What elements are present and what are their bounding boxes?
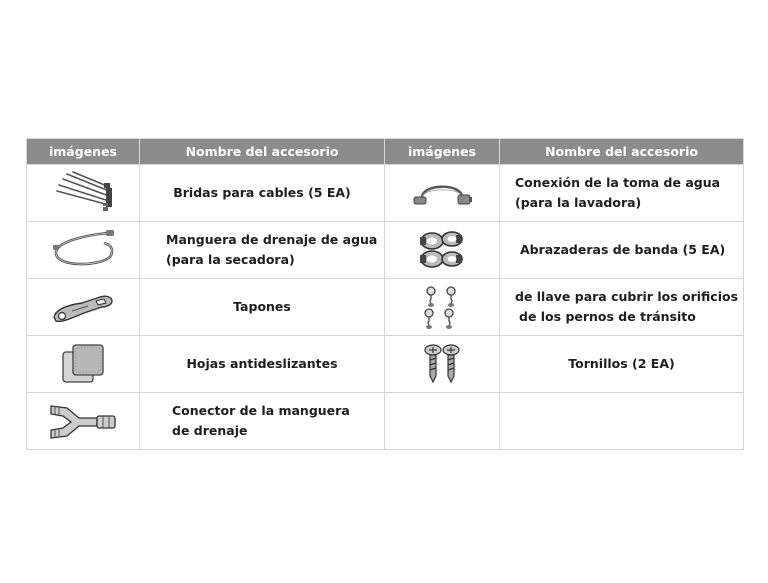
water-inlet-hose-icon bbox=[410, 173, 474, 213]
accessory-name-cell-empty bbox=[500, 393, 744, 450]
bolt-hole-caps-icon bbox=[417, 283, 467, 331]
accessory-name-line: (para la secadora) bbox=[166, 252, 295, 267]
image-cell bbox=[27, 393, 140, 450]
accessory-name-line: Manguera de drenaje de agua bbox=[166, 232, 378, 247]
drain-hose-connector-icon bbox=[45, 400, 121, 442]
accessory-name-line: Abrazaderas de banda (5 EA) bbox=[520, 242, 726, 257]
band-clamps-icon bbox=[410, 227, 474, 273]
table-row bbox=[27, 222, 744, 279]
accessory-name-line: Conector de la manguera bbox=[172, 403, 350, 418]
header-accessory-name-right: Nombre del accesorio bbox=[500, 139, 744, 165]
accessory-name-line: Bridas para cables (5 EA) bbox=[173, 185, 351, 200]
accessory-name-cell bbox=[140, 279, 385, 336]
image-cell bbox=[27, 279, 140, 336]
accessory-name-line: de drenaje bbox=[172, 423, 248, 438]
header-images-left: imágenes bbox=[27, 139, 140, 165]
accessory-name-line: Hojas antideslizantes bbox=[186, 356, 338, 371]
accessory-name-line: (para la lavadora) bbox=[515, 195, 642, 210]
table-header-row bbox=[27, 139, 744, 165]
accessory-name-cell bbox=[140, 336, 385, 393]
accessory-name-cell bbox=[140, 393, 385, 450]
header-accessory-name-left: Nombre del accesorio bbox=[140, 139, 385, 165]
image-cell bbox=[385, 222, 500, 279]
accessory-name-line: Tornillos (2 EA) bbox=[568, 356, 675, 371]
accessory-name-line: Tapones bbox=[233, 299, 291, 314]
image-cell bbox=[27, 336, 140, 393]
table-row bbox=[27, 165, 744, 222]
image-cell bbox=[385, 336, 500, 393]
accessory-name-line: Conexión de la toma de agua bbox=[515, 175, 721, 190]
table-row bbox=[27, 279, 744, 336]
cable-ties-icon bbox=[51, 171, 115, 215]
image-cell bbox=[27, 165, 140, 222]
image-cell bbox=[385, 279, 500, 336]
accessory-name-cell bbox=[140, 222, 385, 279]
table-row bbox=[27, 336, 744, 393]
accessory-name-cell bbox=[500, 222, 744, 279]
screws-icon bbox=[420, 342, 464, 386]
accessory-name-cell bbox=[500, 336, 744, 393]
accessory-name-line: de llave para cubrir los orificios bbox=[515, 289, 739, 304]
accessory-name-cell bbox=[500, 279, 744, 336]
cap-wrench-icon bbox=[48, 287, 118, 327]
accessories-table bbox=[26, 138, 744, 450]
anti-slip-sheets-icon bbox=[55, 342, 111, 386]
image-cell bbox=[27, 222, 140, 279]
accessory-name-cell bbox=[140, 165, 385, 222]
image-cell-empty bbox=[385, 393, 500, 450]
table-row bbox=[27, 393, 744, 450]
header-images-right: imágenes bbox=[385, 139, 500, 165]
accessory-name-line: de los pernos de tránsito bbox=[519, 309, 696, 324]
accessory-name-cell bbox=[500, 165, 744, 222]
drain-hose-icon bbox=[48, 227, 118, 273]
image-cell bbox=[385, 165, 500, 222]
